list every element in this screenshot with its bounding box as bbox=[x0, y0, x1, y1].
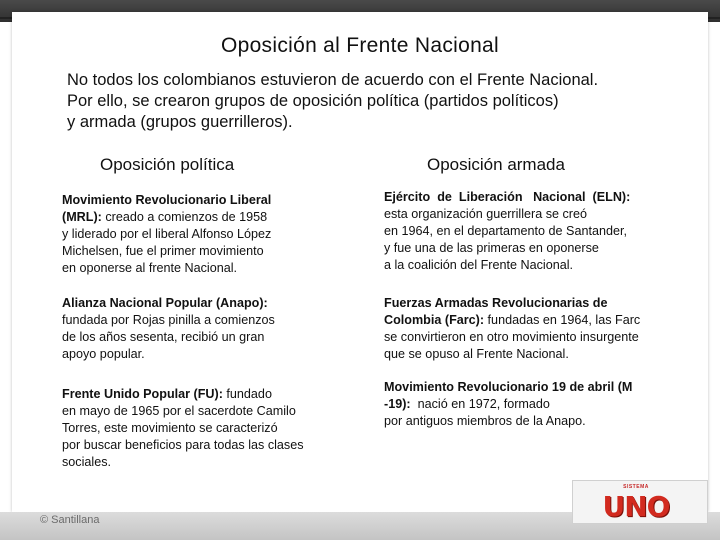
entry-text-line: en 1964, en el departamento de Santander, bbox=[384, 224, 627, 238]
entry-text-line: a la coalición del Frente Nacional. bbox=[384, 258, 574, 272]
entry-name-line bbox=[62, 209, 347, 226]
entry-m19 bbox=[384, 379, 684, 430]
entry-text-line: y fue una de las primeras en oponerse bbox=[384, 241, 599, 255]
entry-text-line: en mayo de 1965 por el sacerdote Camilo bbox=[62, 404, 296, 418]
sistema-uno-logo bbox=[600, 482, 672, 523]
heading-armed-opposition: Oposición armada bbox=[427, 155, 565, 174]
entry-text-line: sociales. bbox=[62, 455, 111, 469]
entry-eln bbox=[384, 189, 684, 274]
intro-line: No todos los colombianos estuvieron de acuerdo con el Frente Nacional. bbox=[67, 71, 599, 89]
entry-text-line: se convirtieron en otro movimiento insurgente bbox=[384, 330, 639, 344]
entry-name: Alianza Nacional Popular (Anapo): bbox=[62, 296, 268, 310]
entry-name-line bbox=[62, 386, 347, 403]
entry-text: creado a comienzos de 1958 bbox=[101, 210, 268, 224]
intro-line: Por ello, se crearon grupos de oposición política (partidos políticos) bbox=[67, 92, 559, 110]
intro-paragraph bbox=[67, 70, 667, 133]
intro-line: y armada (grupos guerrilleros). bbox=[67, 113, 293, 131]
entry-text: fundadas en 1964, las Farc bbox=[484, 313, 641, 327]
logo-small-text: SISTEMA bbox=[623, 484, 649, 490]
logo-main-text: UNO bbox=[602, 490, 670, 523]
entry-name: Ejército de Liberación Nacional (ELN): bbox=[384, 190, 631, 204]
entry-name-line bbox=[384, 295, 684, 312]
entry-text-line: fundada por Rojas pinilla a comienzos bbox=[62, 313, 275, 327]
slide-title: Oposición al Frente Nacional bbox=[220, 34, 500, 57]
entry-name: Frente Unido Popular (FU): bbox=[62, 387, 223, 401]
entry-name-line bbox=[384, 379, 684, 396]
entry-mrl bbox=[62, 192, 347, 277]
entry-text-line: que se opuso al Frente Nacional. bbox=[384, 347, 569, 361]
entry-text-line: por buscar beneficios para todas las clases bbox=[62, 438, 304, 452]
entry-name: -19): bbox=[384, 397, 411, 411]
entry-text-line: y liderado por el liberal Alfonso López bbox=[62, 227, 272, 241]
entry-name-line bbox=[384, 189, 684, 206]
entry-name-line bbox=[384, 312, 684, 329]
entry-text: nació en 1972, formado bbox=[410, 397, 550, 411]
entry-text: fundado bbox=[222, 387, 272, 401]
entry-fu bbox=[62, 386, 347, 471]
entry-text-line: Torres, este movimiento se caracterizó bbox=[62, 421, 278, 435]
entry-name-line bbox=[62, 295, 347, 312]
entry-farc bbox=[384, 295, 684, 363]
entry-text-line: apoyo popular. bbox=[62, 347, 145, 361]
entry-name: Colombia (Farc): bbox=[384, 313, 485, 327]
entry-text-line: por antiguos miembros de la Anapo. bbox=[384, 414, 586, 428]
entry-name: (MRL): bbox=[62, 210, 102, 224]
entry-name: Fuerzas Armadas Revolucionarias de bbox=[384, 296, 608, 310]
entry-text-line: Michelsen, fue el primer movimiento bbox=[62, 244, 264, 258]
heading-political-opposition: Oposición política bbox=[100, 155, 235, 174]
entry-text-line: de los años sesenta, recibió un gran bbox=[62, 330, 265, 344]
entry-name: Movimiento Revolucionario Liberal bbox=[62, 193, 272, 207]
copyright-text: © Santillana bbox=[40, 514, 100, 526]
entry-name-line bbox=[384, 396, 684, 413]
entry-anapo bbox=[62, 295, 347, 363]
entry-text-line: esta organización guerrillera se creó bbox=[384, 207, 588, 221]
entry-name-line bbox=[62, 192, 347, 209]
entry-name: Movimiento Revolucionario 19 de abril (M bbox=[384, 380, 633, 394]
entry-text-line: en oponerse al frente Nacional. bbox=[62, 261, 238, 275]
